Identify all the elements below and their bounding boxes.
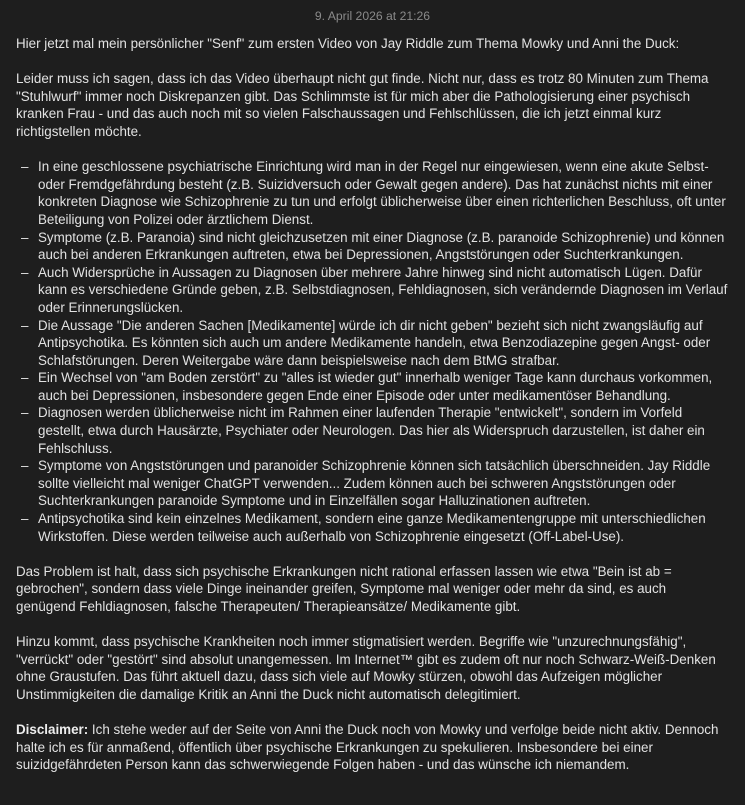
list-item-text: Ein Wechsel von "am Boden zerstört" zu "alles ist wieder gut" innerhalb weniger Tage kann durchaus vorkommen, auch bei Depressionen, insbesondere gegen Ende einer Episode oder unter medikamentöser Behandlung. — [38, 370, 713, 403]
list-item-text: Diagnosen werden üblicherweise nicht im Rahmen einer laufenden Therapie "entwickelt", sondern im Vorfeld gestellt, etwa durch Hausärzte, Psychiater oder Neurologen. Das hier als Widerspruch darzustellen, ist daher ein Fehlschluss. — [38, 405, 705, 456]
list-item-text: Antipsychotika sind kein einzelnes Medikament, sondern eine ganze Medikamentengruppe mit unterschiedlichen Wirkstoffen. Diese werden teilweise auch außerhalb von Schizophrenie eingesetzt (Off-Label-Use). — [38, 511, 706, 544]
list-item — [16, 317, 729, 370]
list-item — [16, 457, 729, 510]
list-item — [16, 510, 729, 545]
list-item-text: In eine geschlossene psychiatrische Einrichtung wird man in der Regel nur eingewiesen, wenn eine akute Selbst- oder Fremdgefährdung besteht (z.B. Suizidversuch oder Gewalt gegen andere). Das hat zunächst nichts mit einer konkreten Diagnose wie Schizophrenie zu tun und erfolgt üblicherweise über einen richterlichen Beschluss, oft unter Beteiligung von Polizei oder ärztlichem Dienst. — [38, 159, 726, 227]
note-timestamp: 9. April 2026 at 21:26 — [314, 9, 431, 23]
paragraph-criticism: Leider muss ich sagen, dass ich das Video überhaupt nicht gut finde. Nicht nur, dass es trotz 80 Minuten zum Thema "Stuhlwurf" immer noch Diskrepanzen gibt. Das Schlimmste ist für mich aber die Pathologisierung einer psychisch kranken Frau - und das auch noch mit so vielen Falschaussagen und Fehlschlüssen, die ich jetzt einmal kurz richtigstellen möchte. — [16, 71, 709, 139]
disclaimer-paragraph — [16, 721, 729, 774]
bullet-dash: – — [21, 159, 29, 175]
paragraph-stigma: Hinzu kommt, dass psychische Krankheiten noch immer stigmatisiert werden. Begriffe wie "unzurechnungsfähig", "verrückt" oder "gestört" sind absolut unangemessen. Im Internet™ gibt es zudem oft nur noch Schwarz-Weiß-Denken ohne Graustufen. Das führt aktuell dazu, dass sich viele auf Mowky stürzen, obwohl das Aufzeigen möglicher Unstimmigkeiten die damalige Kritik an Anni the Duck nicht automatisch delegitimiert. — [16, 634, 716, 702]
list-item — [16, 229, 729, 264]
list-item-text: Symptome (z.B. Paranoia) sind nicht gleichzusetzen mit einer Diagnose (z.B. paranoide Schizophrenie) und können auch bei anderen Erkrankungen auftreten, etwa bei Depressionen, Angststörungen oder Suchterkrankungen. — [38, 229, 725, 263]
bullet-dash: – — [21, 511, 29, 527]
disclaimer-text: Ich stehe weder auf der Seite von Anni the Duck noch von Mowky und verfolge beide nicht aktiv. Dennoch halte ich es für anmaßend, öffentlich über psychische Erkrankungen zu spekulieren. Insbesondere bei einer suizidgefährdeten Person kann das schwerwiegende Folgen haben - und das wünsche ich niemandem. — [16, 722, 719, 773]
corrections-list — [16, 158, 729, 545]
bullet-dash: – — [21, 229, 29, 245]
bullet-dash: – — [21, 405, 29, 421]
bullet-dash: – — [21, 264, 29, 280]
list-item-text: Auch Widersprüche in Aussagen zu Diagnosen über mehrere Jahre hinweg sind nicht automatisch Lügen. Dafür kann es verschiedene Gründe geben, z.B. Selbstdiagnosen, Fehldiagnosen, sich verändernde Diagnosen im Verlauf oder Erinnerungslücken. — [38, 264, 728, 315]
list-item-text: Die Aussage "Die anderen Sachen [Medikamente] würde ich dir nicht geben" bezieht sich nicht zwangsläufig auf Antipsychotika. Es könnten sich auch um andere Medikamente handeln, etwa Benzodiazepine gegen Angst- oder Schlafstörungen. Deren Weitergabe wäre dann beispielsweise nach dem BtMG strafbar. — [38, 317, 711, 368]
list-item — [16, 404, 729, 457]
bullet-dash: – — [21, 458, 29, 474]
intro-paragraph: Hier jetzt mal mein persönlicher "Senf" zum ersten Video von Jay Riddle zum Thema Mowky und Anni the Duck: — [16, 36, 680, 51]
bullet-dash: – — [21, 370, 29, 386]
list-item — [16, 264, 729, 317]
list-item — [16, 369, 729, 404]
bullet-dash: – — [21, 317, 29, 333]
list-item — [16, 158, 729, 228]
paragraph-problem: Das Problem ist halt, dass sich psychische Erkrankungen nicht rational erfassen lassen wie etwa "Bein ist ab = gebrochen", sondern dass viele Dinge ineinander greifen, Symptome mal weniger oder mehr da sind, es auch genügend Fehldiagnosen, falsche Therapeuten/ Therapieansätze/ Medikamente gibt. — [16, 563, 672, 614]
list-item-text: Symptome von Angststörungen und paranoider Schizophrenie können sich tatsächlich überschneiden. Jay Riddle sollte vielleicht mal weniger ChatGPT verwenden... Zudem können auch bei schweren Angststörungen oder Suchterkrankungen paranoide Symptome und in Einzelfällen sogar Halluzinationen auftreten. — [38, 458, 711, 509]
disclaimer-label: Disclaimer: — [16, 722, 89, 738]
